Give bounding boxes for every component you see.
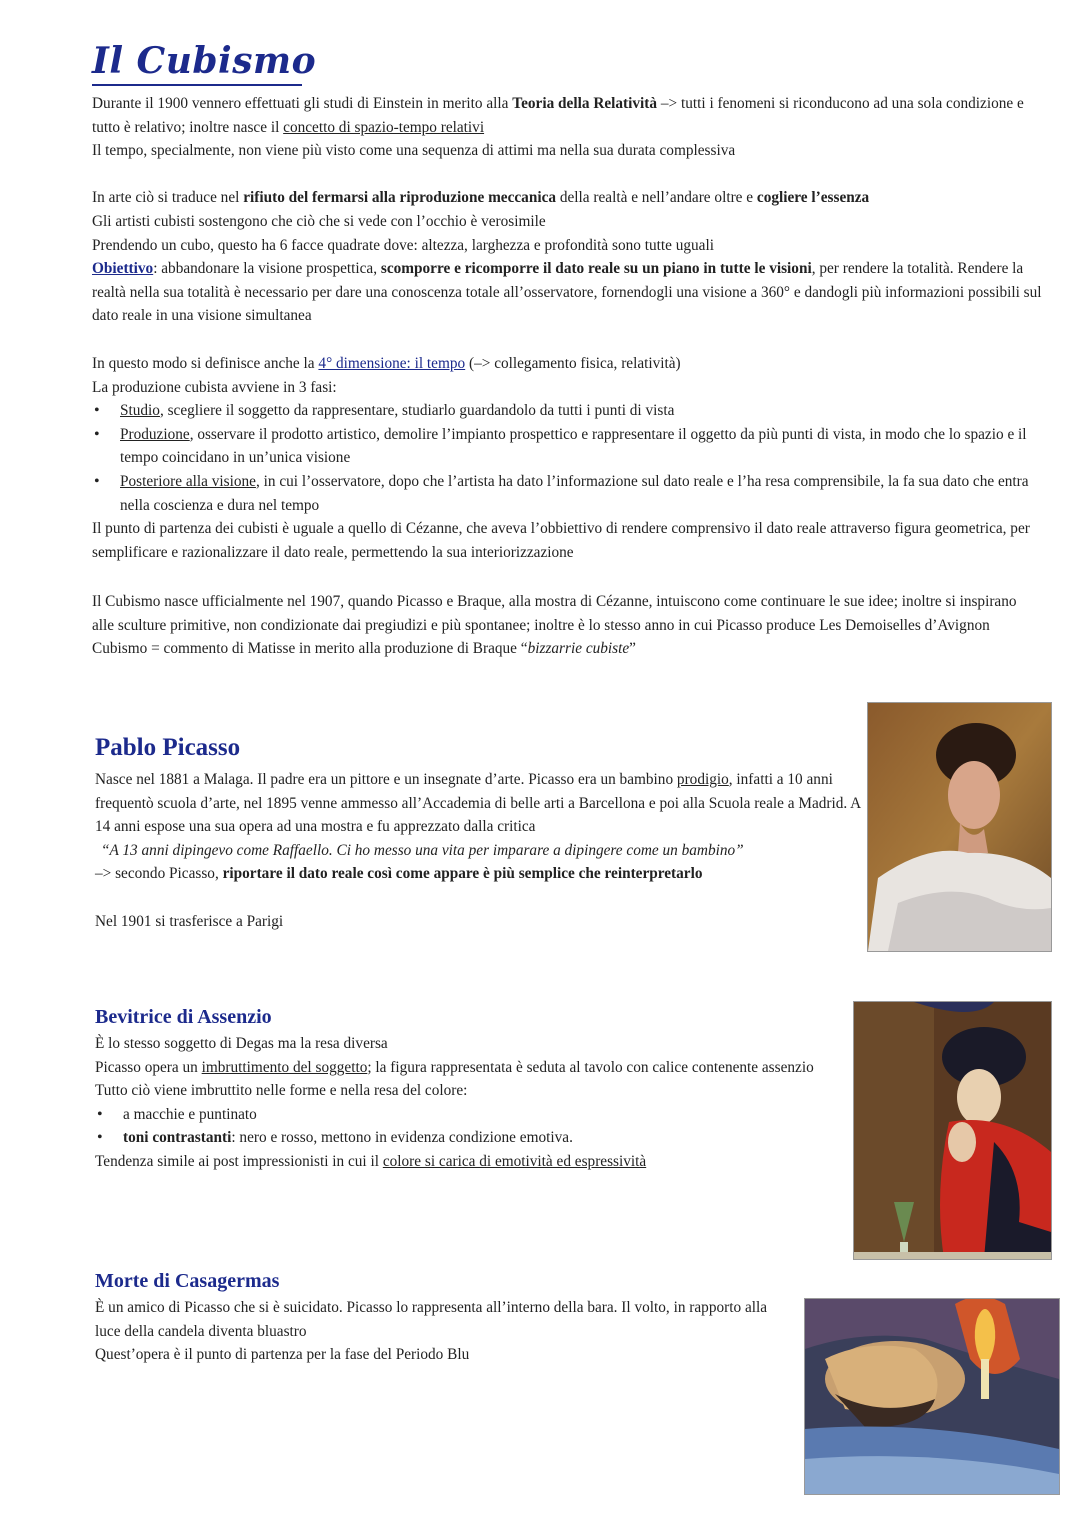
- text: ; la figura rappresentata è seduta al tavolo con calice contenente assenzio: [367, 1058, 814, 1076]
- list-item: [123, 1103, 815, 1127]
- spacetime-term: concetto di spazio-tempo relativi: [283, 118, 485, 136]
- fourth-paragraph-1: [92, 352, 1047, 376]
- picasso-section: [95, 768, 865, 933]
- picasso-quote: “A 13 anni dipingevo come Raffaello. Ci ho messo una vita per imparare a dipingere come un bambino”: [101, 841, 744, 859]
- relativity-term: Teoria della Relatività: [512, 95, 658, 112]
- text: (–> collegamento fisica, relatività): [465, 355, 681, 372]
- text: –> tutti i fenomeni si riconducono ad una sola condizione e tutto è relativo; inoltre nasce il: [92, 95, 1024, 136]
- italic-text: bizzarrie cubiste: [527, 640, 630, 658]
- text: Cubismo = commento di Matisse in merito alla produzione di Braque “: [92, 640, 528, 658]
- bevitrice-heading: Bevitrice di Assenzio: [95, 1006, 272, 1028]
- portrait-image: [868, 703, 1051, 951]
- list-item: [120, 470, 1047, 517]
- phase-name: Posteriore alla visione: [120, 472, 256, 490]
- intro-paragraph-3: [92, 186, 1042, 210]
- text: Nasce nel 1881 a Malaga. Il padre era un pittore e un insegnate d’arte. Picasso era un bambino: [95, 771, 677, 788]
- phase-name: Studio: [120, 402, 160, 420]
- bold-text: scomporre e ricomporre il dato reale su un piano in tutte le visioni: [380, 260, 812, 278]
- morte-paragraph-2: Quest’opera è il punto di partenza per la fase del Periodo Blu: [95, 1346, 470, 1364]
- item-text: : nero e rosso, mettono in evidenza condizione emotiva.: [231, 1129, 573, 1147]
- list-item: [120, 399, 1047, 423]
- list-item: [120, 423, 1047, 470]
- intro-paragraph-6: [92, 257, 1042, 328]
- list-item: [123, 1126, 815, 1150]
- text: della realtà e nell’andare oltre e: [556, 189, 757, 207]
- bevitrice-paragraph-2: [95, 1056, 815, 1080]
- intro-paragraph-5: Prendendo un cubo, questo ha 6 facce quadrate dove: altezza, larghezza e profondità sono tutte uguali: [92, 236, 714, 254]
- bevitrice-paragraph-3: Tutto ciò viene imbruttito nelle forme e nella resa del colore:: [95, 1082, 468, 1100]
- text: , per rendere la totalità. Rendere la realtà nella sua totalità è necessario per dare una conoscenza totale all’osservatore, fornendogli una visione a 360° e dandogli più informazioni possibili sul dato reale in una visione simultanea: [92, 260, 1042, 325]
- picasso-paragraph-2: [95, 862, 865, 886]
- phase-text: , osservare il prodotto artistico, demolire l’impianto prospettico e rappresentare il oggetto da più punti di vista, in modo che lo spazio e il tempo coincidano in un’unica visione: [120, 425, 1027, 467]
- text: In questo modo si definisce anche la: [92, 355, 319, 372]
- birth-paragraph-2: [92, 637, 1032, 661]
- absinthe-drinker-painting: [853, 1001, 1052, 1260]
- intro-paragraph-2: Il tempo, specialmente, non viene più visto come una sequenza di attimi ma nella sua durata complessiva: [92, 142, 736, 160]
- phase-text: , scegliere il soggetto da rappresentare, studiarlo guardandolo da tutti i punti di vista: [159, 402, 675, 420]
- morte-section: [95, 1296, 785, 1367]
- bevitrice-list: [95, 1103, 815, 1150]
- phases-list: [92, 399, 1047, 517]
- casagemas-image: [805, 1299, 1059, 1494]
- underlined-text: imbruttimento del soggetto: [201, 1058, 368, 1076]
- bevitrice-paragraph-4: [95, 1150, 815, 1174]
- underlined-text: prodigio: [676, 771, 729, 788]
- phase-name: Produzione: [120, 425, 190, 443]
- intro-paragraph-4: Gli artisti cubisti sostengono che ciò che si vede con l’occhio è verosimile: [92, 212, 546, 230]
- death-of-casagemas-painting: [804, 1298, 1060, 1495]
- text: Tendenza simile ai post impressionisti in cui il: [95, 1152, 383, 1170]
- text: ”: [629, 640, 636, 658]
- fourth-paragraph-2: La produzione cubista avviene in 3 fasi:: [92, 378, 337, 396]
- phase-text: , in cui l’osservatore, dopo che l’artista ha dato l’informazione sul dato reale e l’ha resa comprensibile, la fa sua dato che entra nella coscienza e dura nel tempo: [120, 472, 1029, 514]
- text: –> secondo Picasso,: [95, 865, 223, 883]
- text: Durante il 1900 vennero effettuati gli studi di Einstein in merito alla: [92, 95, 513, 112]
- fourth-paragraph-3: Il punto di partenza dei cubisti è uguale a quello di Cézanne, che aveva l’obbiettivo di rendere comprensivo il dato reale attraverso figura geometrica, per semplificare e razionalizzare il dato reale, permettendo la sua interiorizzazione: [92, 520, 1030, 561]
- fourth-dimension-term: 4° dimensione: il tempo: [318, 355, 466, 372]
- text: In arte ciò si traduce nel: [92, 189, 244, 207]
- objective-label: Obiettivo: [92, 260, 154, 278]
- bold-text: riportare il dato reale così come appare è più semplice che reinterpretarlo: [222, 865, 703, 883]
- picasso-heading: Pablo Picasso: [95, 734, 241, 761]
- picasso-paragraph-1: [95, 768, 865, 839]
- bold-text: cogliere l’essenza: [756, 189, 870, 207]
- absinthe-image: [854, 1002, 1051, 1259]
- intro-section: [92, 92, 1042, 328]
- page-title: Il Cubismo: [92, 40, 317, 82]
- morte-paragraph-1: È un amico di Picasso che si è suicidato. Picasso lo rappresenta all’interno della bara. Il volto, in rapporto alla luce della candela diventa bluastro: [95, 1299, 768, 1340]
- bold-text: toni contrastanti: [123, 1129, 232, 1147]
- bold-text: rifiuto del fermarsi alla riproduzione meccanica: [243, 189, 557, 207]
- text: Picasso opera un: [95, 1058, 202, 1076]
- birth-section: [92, 590, 1032, 661]
- picasso-paragraph-3: Nel 1901 si trasferisce a Parigi: [95, 912, 284, 930]
- underlined-text: colore si carica di emotività ed espressività: [382, 1152, 647, 1170]
- item-text: a macchie e puntinato: [123, 1105, 257, 1123]
- intro-paragraph-1: [92, 92, 1042, 139]
- portrait-painting: [867, 702, 1052, 952]
- fourth-dimension-section: [92, 352, 1047, 564]
- bevitrice-section: [95, 1032, 815, 1174]
- text: , infatti a 10 anni frequentò scuola d’arte, nel 1895 venne ammesso all’Accademia di belle arti a Barcellona e poi alla Scuola reale a Madrid. A 14 anni espose una sua opera ad una mostra e fu apprezzato dalla critica: [95, 771, 861, 836]
- bevitrice-paragraph-1: È lo stesso soggetto di Degas ma la resa diversa: [95, 1035, 388, 1052]
- morte-heading: Morte di Casagermas: [95, 1270, 280, 1292]
- text: : abbandonare la visione prospettica,: [153, 260, 381, 278]
- title-underline: [92, 84, 302, 86]
- birth-paragraph-1: Il Cubismo nasce ufficialmente nel 1907, quando Picasso e Braque, alla mostra di Cézanne, intuiscono come continuare le sue idee; inoltre si inspirano alle sculture primitive, non condizionate dai pregiudizi e più spontanee; inoltre è lo stesso anno in cui Picasso produce Les Demoiselles d’Avignon: [92, 593, 1017, 634]
